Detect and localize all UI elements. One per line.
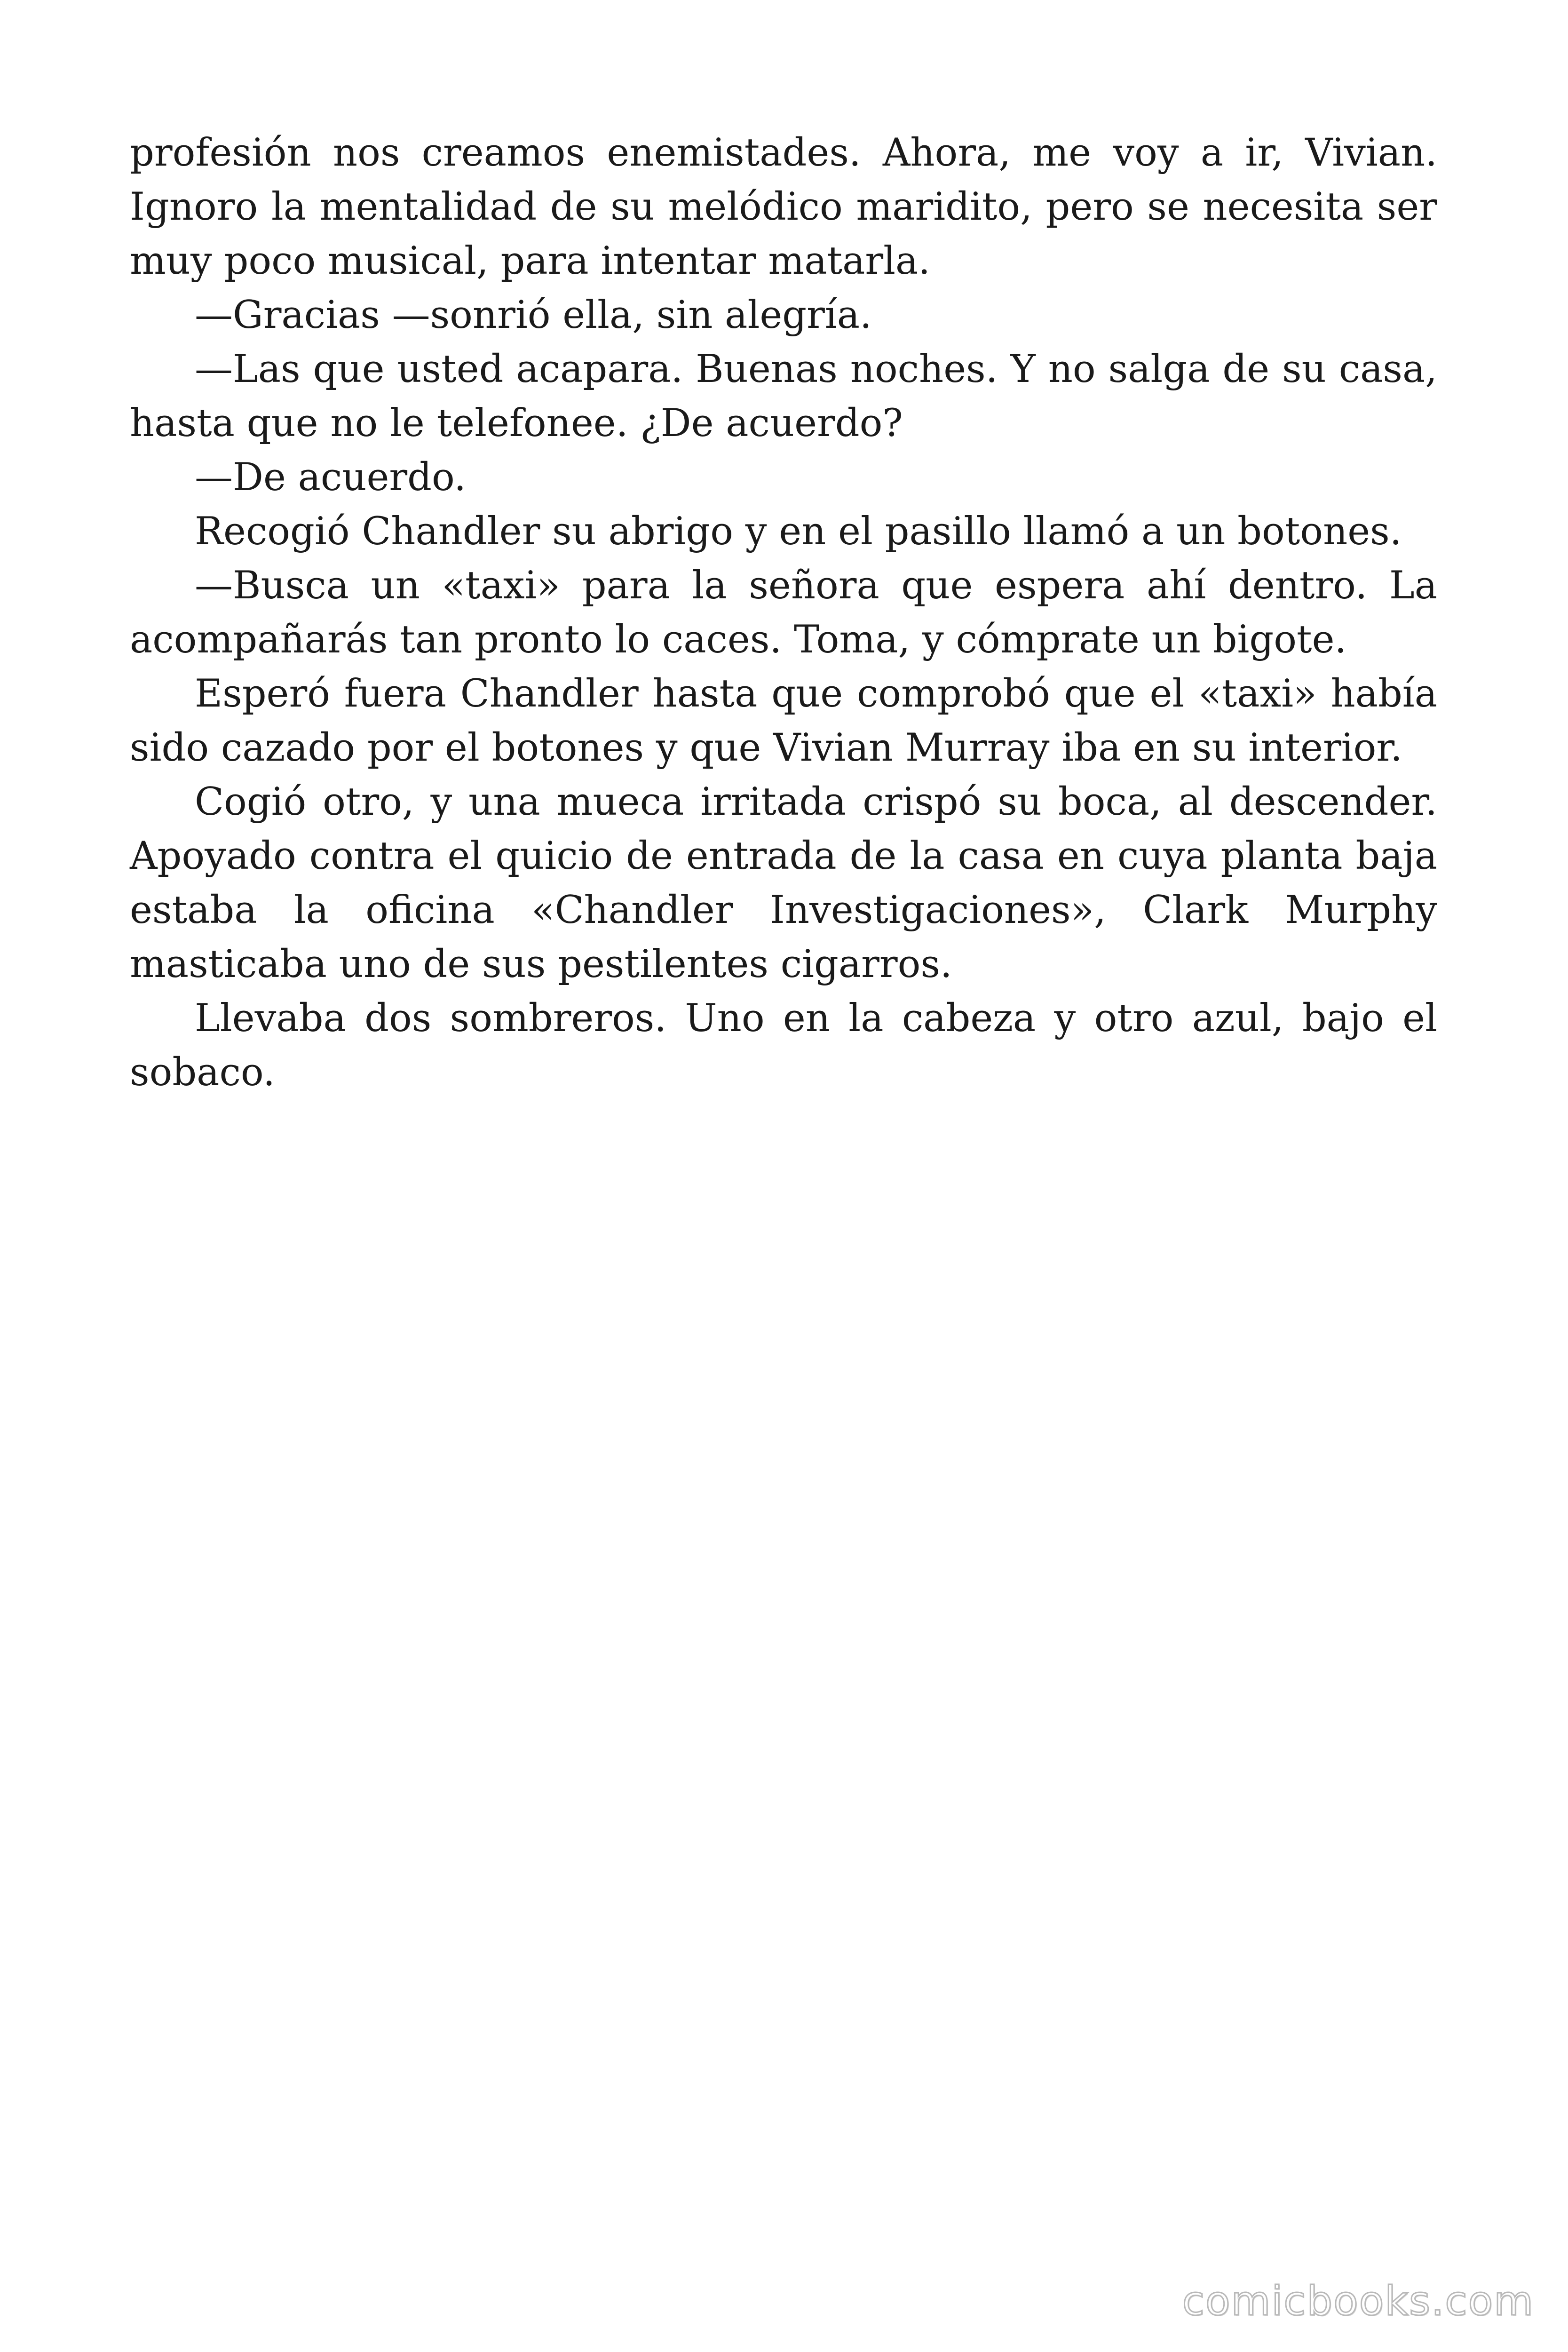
paragraph: —Las que usted acapara. Buenas noches. Y no salga de su casa, hasta que no le telefonee. ¿De acuerdo? [130, 347, 1437, 445]
watermark: comicbooks.com [1182, 2278, 1534, 2325]
paragraph: profesión nos creamos enemistades. Ahora, me voy a ir, Vivian. Ignoro la mentalidad de su melódico maridito, pero se necesita ser muy poco musical, para intentar matarla. [130, 131, 1437, 283]
paragraph: Recogió Chandler su abrigo y en el pasillo llamó a un botones. [195, 509, 1402, 554]
paragraph: Llevaba dos sombreros. Uno en la cabeza y otro azul, bajo el sobaco. [130, 996, 1437, 1095]
page-body [130, 126, 1437, 1100]
paragraph: Cogió otro, y una mueca irritada crispó su boca, al descender. Apoyado contra el quicio de entrada de la casa en cuya planta baja estaba la oficina «Chandler Investigaciones», Clark Murphy masticaba uno de sus pestilentes cigarros. [130, 780, 1437, 986]
paragraph: —De acuerdo. [195, 455, 467, 500]
paragraph: Esperó fuera Chandler hasta que comprobó que el «taxi» había sido cazado por el botones y que Vivian Murray iba en su interior. [130, 672, 1437, 770]
paragraph: —Gracias —sonrió ella, sin alegría. [195, 293, 872, 337]
paragraph: —Busca un «taxi» para la señora que espera ahí dentro. La acompañarás tan pronto lo caces. Toma, y cómprate un bigote. [130, 564, 1437, 662]
